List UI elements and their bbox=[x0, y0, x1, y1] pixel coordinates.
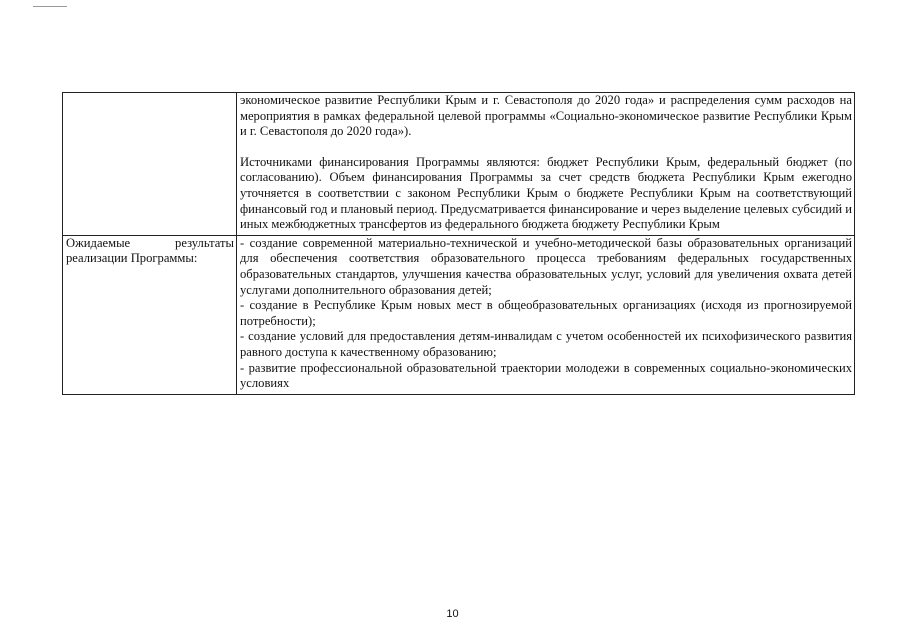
expected-results-content bbox=[237, 235, 855, 394]
table-row-expected-results bbox=[63, 235, 855, 394]
expected-results-label: Ожидаемые результаты реализации Программы: bbox=[63, 235, 237, 394]
scan-edge-mark bbox=[33, 6, 67, 7]
result-item: - создание условий для предоставления детям-инвалидам с учетом особенностей их психофизического развития равного доступа к качественному образованию; bbox=[240, 329, 852, 359]
page-number: 10 bbox=[446, 608, 459, 620]
result-item: - создание в Республике Крым новых мест в общеобразовательных организациях (исходя из прогнозируемой потребности); bbox=[240, 298, 852, 328]
table-row-financing bbox=[63, 93, 855, 236]
program-passport-table bbox=[62, 92, 855, 395]
financing-sources-paragraph: Источниками финансирования Программы являются: бюджет Республики Крым, федеральный бюджет (по согласованию). Объем финансирования Программы за счет средств бюджета Республики Крым ежегодно уточняется в соответствии с законом Республики Крым о бюджете Республики Крым на соответствующий финансовый год и плановый период. Предусматривается финансирование и через выделение целевых субсидий и иных межбюджетных трансфертов из федерального бюджета бюджету Республики Крым bbox=[240, 154, 852, 232]
financing-paragraph-continued: экономическое развитие Республики Крым и г. Севастополя до 2020 года» и распределения сумм расходов на мероприятия в рамках федеральной целевой программы «Социально-экономическое развитие Республики Крым и г. Севастополя до 2020 года»). bbox=[240, 93, 852, 139]
result-item: - развитие профессиональной образовательной траектории молодежи в современных социально-экономических условиях bbox=[240, 360, 852, 391]
row1-label-cell bbox=[63, 93, 237, 236]
row1-content-cell bbox=[237, 93, 855, 236]
result-item: - создание современной материально-технической и учебно-методической базы образовательных организаций для обеспечения соответствия образовательного процесса требованиям федеральных государственных образовательных стандартов, улучшения качества образовательных услуг, условий для увеличения охвата детей услугами дополнительного образования детей; bbox=[240, 235, 852, 297]
